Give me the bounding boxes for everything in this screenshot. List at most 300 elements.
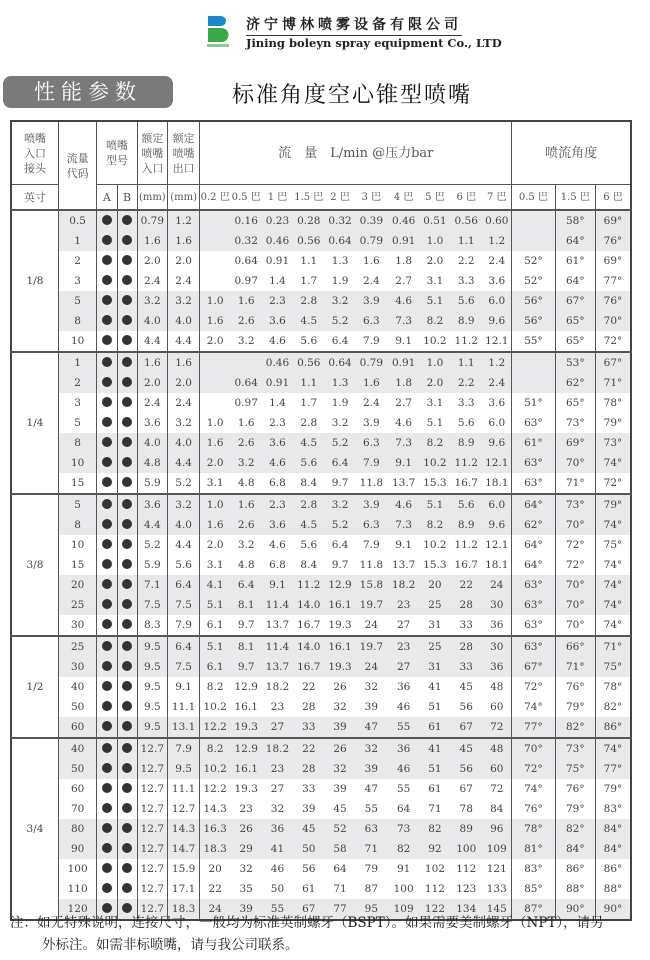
flow-value: 28: [450, 636, 482, 657]
spray-angle: 71°: [595, 636, 631, 657]
model-b-cell: [117, 373, 137, 393]
flow-value: 0.97: [234, 397, 258, 409]
flow-value: 91: [396, 863, 411, 875]
table-row: [11, 759, 631, 779]
company-name-cn: 济宁博林喷雾设备有限公司: [246, 14, 462, 36]
spray-angle: 77°: [595, 271, 631, 291]
available-dot-icon: [102, 743, 112, 753]
model-b-cell: [117, 433, 137, 453]
flow-value: 5.6: [450, 494, 482, 515]
flow-value: 12.2: [200, 717, 230, 738]
spray-angle: 51°: [512, 393, 555, 413]
flow-value: 11.2: [450, 453, 482, 473]
rated-inlet: 12.7: [137, 859, 167, 879]
spray-angle: 78°: [595, 393, 631, 413]
spray-angle: 83°: [512, 859, 555, 879]
flow-value: 3.1: [200, 555, 230, 575]
model-a-cell: [97, 210, 117, 231]
flow-value: 1.9: [331, 397, 349, 409]
available-dot-icon: [102, 417, 112, 427]
model-b-cell: [117, 575, 137, 595]
flow-value: 5.1: [426, 417, 444, 429]
flow-value: 32: [239, 863, 253, 875]
flow-value: 52: [325, 819, 355, 839]
rated-inlet: 4.8: [137, 453, 167, 473]
rated-inlet: 12.7: [137, 738, 167, 759]
flow-value: 11.8: [359, 477, 384, 489]
rated-inlet: 5.9: [137, 473, 167, 494]
model-b-cell: [117, 697, 137, 717]
model-a-cell: [97, 251, 117, 271]
footnote-line-2: 外标注。如需非标喷嘴，请与我公司联系。: [42, 937, 299, 953]
flow-value: 72: [482, 717, 511, 738]
flow-code: 60: [58, 717, 96, 738]
header-angle-pressure: 1.5 巴: [555, 185, 595, 211]
flow-value: 5.6: [293, 453, 325, 473]
flow-value: 1.2: [482, 231, 511, 251]
flow-value: 36: [482, 657, 511, 677]
table-row: [11, 879, 631, 899]
available-dot-icon: [102, 843, 112, 853]
table-row: [11, 515, 631, 535]
flow-value: 5.6: [300, 539, 318, 551]
spray-angle: 70°: [595, 311, 631, 331]
flow-value: 0.97: [234, 275, 258, 287]
flow-value: 26: [230, 819, 262, 839]
table-row: [11, 433, 631, 453]
flow-code: 30: [58, 615, 96, 636]
rated-outlet: 4.4: [167, 453, 199, 473]
flow-code: 100: [58, 859, 96, 879]
rated-outlet: 2.4: [167, 271, 199, 291]
flow-value: 2.0: [200, 535, 230, 555]
flow-value: [200, 271, 230, 291]
available-dot-icon: [102, 215, 112, 225]
flow-code: 0.5: [58, 210, 96, 231]
rated-inlet: 9.5: [137, 677, 167, 697]
flow-value: 5.2: [325, 433, 355, 453]
flow-value: 95: [355, 899, 387, 920]
rated-inlet: 3.6: [137, 413, 167, 433]
flow-value: 2.6: [230, 311, 262, 331]
table-row: [11, 473, 631, 494]
flow-code: 1: [58, 352, 96, 373]
flow-value: 16.7: [297, 619, 321, 631]
spray-angle: 52°: [512, 271, 555, 291]
spray-angle: 52°: [512, 251, 555, 271]
flow-value: 6.4: [331, 539, 349, 551]
flow-value: 6.0: [488, 417, 506, 429]
flow-value: 16.1: [325, 636, 355, 657]
flow-value: 12.9: [230, 738, 262, 759]
flow-value: 2.2: [457, 255, 475, 267]
table-row: [11, 717, 631, 738]
flow-value: 3.6: [262, 433, 292, 453]
spray-angle: 76°: [555, 779, 595, 799]
model-b-cell: [117, 291, 137, 311]
spray-angle: 79°: [595, 494, 631, 515]
table-row: [11, 615, 631, 636]
spray-angle: 64°: [512, 555, 555, 575]
flow-value: 0.79: [355, 352, 387, 373]
spray-angle: 88°: [595, 879, 631, 899]
available-dot-icon: [102, 559, 112, 569]
flow-value: 6.4: [230, 575, 262, 595]
flow-value: 3.9: [363, 417, 380, 429]
flow-value: 19.3: [328, 619, 352, 631]
flow-value: 16.1: [230, 759, 262, 779]
flow-value: 4.6: [269, 539, 286, 551]
available-dot-icon: [122, 417, 132, 427]
model-b-cell: [117, 799, 137, 819]
spray-angle: 72°: [512, 759, 555, 779]
flow-code: 8: [58, 311, 96, 331]
available-dot-icon: [122, 721, 132, 731]
available-dot-icon: [122, 579, 132, 589]
spray-angle: 71°: [555, 473, 595, 494]
flow-value: 1.0: [200, 413, 230, 433]
spray-angle: 65°: [555, 393, 595, 413]
flow-value: 4.6: [395, 417, 412, 429]
flow-value: 30: [482, 595, 511, 615]
model-b-cell: [117, 657, 137, 677]
rated-outlet: 17.1: [167, 879, 199, 899]
flow-value: 3.1: [426, 275, 444, 287]
table-row: [11, 677, 631, 697]
flow-value: 71: [428, 803, 442, 815]
spray-angle: 87°: [512, 899, 555, 920]
flow-value: 3.2: [237, 335, 255, 347]
available-dot-icon: [122, 499, 132, 509]
table-row: [11, 251, 631, 271]
spray-angle: 76°: [512, 799, 555, 819]
available-dot-icon: [122, 235, 132, 245]
rated-inlet: 9.5: [137, 717, 167, 738]
available-dot-icon: [102, 295, 112, 305]
flow-value: 47: [355, 717, 387, 738]
model-b-cell: [117, 738, 137, 759]
available-dot-icon: [102, 477, 112, 487]
model-b-cell: [117, 879, 137, 899]
flow-value: 30: [482, 636, 511, 657]
flow-value: 22: [200, 879, 230, 899]
rated-inlet: 9.5: [137, 697, 167, 717]
flow-value: 3.6: [262, 515, 292, 535]
spray-angle: 73°: [555, 494, 595, 515]
available-dot-icon: [102, 883, 112, 893]
flow-code: 10: [58, 535, 96, 555]
flow-value: 19.3: [325, 657, 355, 677]
model-a-cell: [97, 615, 117, 636]
table-row: [11, 697, 631, 717]
rated-inlet: 8.3: [137, 615, 167, 636]
rated-outlet: 7.9: [167, 738, 199, 759]
flow-value: 1.6: [200, 433, 230, 453]
available-dot-icon: [122, 599, 132, 609]
flow-value: 32: [355, 738, 387, 759]
table-row: [11, 839, 631, 859]
model-b-cell: [117, 515, 137, 535]
flow-value: 25: [420, 636, 450, 657]
flow-value: 16.3: [200, 819, 230, 839]
flow-value: 102: [424, 863, 445, 875]
flow-value: 28: [293, 759, 325, 779]
available-dot-icon: [102, 437, 112, 447]
flow-value: [200, 352, 230, 373]
flow-value: 0.32: [325, 210, 355, 231]
header-pressure: 0.2 巴: [200, 185, 230, 211]
flow-value: 2.4: [488, 255, 506, 267]
flow-value: 11.2: [454, 335, 478, 347]
model-b-cell: [117, 677, 137, 697]
flow-value: 109: [388, 899, 420, 920]
model-b-cell: [117, 494, 137, 515]
flow-value: 56: [459, 701, 473, 713]
flow-value: 2.8: [293, 291, 325, 311]
flow-value: 79: [364, 863, 379, 875]
model-a-cell: [97, 373, 117, 393]
spray-angle: 72°: [595, 473, 631, 494]
model-b-cell: [117, 555, 137, 575]
flow-value: 92: [420, 839, 450, 859]
flow-value: 23: [388, 636, 420, 657]
table-row: [11, 413, 631, 433]
spray-angle: 75°: [595, 657, 631, 677]
flow-value: 5.2: [325, 311, 355, 331]
flow-value: 11.8: [359, 559, 384, 571]
available-dot-icon: [122, 701, 132, 711]
flow-value: 0.51: [420, 210, 450, 231]
spray-angle: 67°: [555, 291, 595, 311]
available-dot-icon: [122, 519, 132, 529]
available-dot-icon: [102, 377, 112, 387]
available-dot-icon: [122, 357, 132, 367]
rated-inlet: 9.5: [137, 636, 167, 657]
flow-value: 32: [364, 681, 379, 693]
flow-value: 61: [420, 717, 450, 738]
flow-value: 2.3: [262, 291, 292, 311]
flow-value: 100: [393, 883, 414, 895]
rated-outlet: 4.0: [167, 433, 199, 453]
flow-code: 2: [58, 373, 96, 393]
spray-angle: 79°: [595, 413, 631, 433]
spray-angle: 79°: [555, 697, 595, 717]
spray-angle: 74°: [595, 453, 631, 473]
spray-angle: 58°: [555, 210, 595, 231]
flow-value: 100: [450, 839, 482, 859]
rated-inlet: 5.9: [137, 555, 167, 575]
flow-value: 26: [325, 738, 355, 759]
flow-value: 3.2: [230, 453, 262, 473]
available-dot-icon: [122, 619, 132, 629]
flow-code: 50: [58, 759, 96, 779]
spray-angle: 82°: [555, 717, 595, 738]
flow-value: 2.3: [262, 494, 292, 515]
table-row: [11, 291, 631, 311]
flow-value: 25: [420, 595, 450, 615]
flow-value: 1.9: [331, 275, 349, 287]
model-a-cell: [97, 413, 117, 433]
table-row: [11, 231, 631, 251]
flow-value: 12.2: [200, 779, 230, 799]
model-b-cell: [117, 473, 137, 494]
flow-value: 18.2: [265, 681, 290, 693]
flow-value: 18.2: [388, 575, 420, 595]
rated-outlet: 3.2: [167, 494, 199, 515]
flow-value: 8.9: [450, 311, 482, 331]
flow-value: 3.3: [457, 275, 475, 287]
flow-value: 45: [459, 681, 473, 693]
flow-value: 9.1: [395, 335, 412, 347]
flow-value: 9.7: [230, 657, 262, 677]
available-dot-icon: [102, 763, 112, 773]
header-pressure: 7 巴: [482, 185, 511, 211]
spray-angle: 63°: [512, 453, 555, 473]
table-row: [11, 555, 631, 575]
available-dot-icon: [102, 579, 112, 589]
available-dot-icon: [102, 357, 112, 367]
spray-angle: 65°: [555, 331, 595, 352]
flow-value: 2.7: [395, 397, 412, 409]
flow-value: 22: [302, 681, 316, 693]
flow-value: 18.2: [262, 738, 292, 759]
flow-code: 10: [58, 453, 96, 473]
rated-outlet: 4.0: [167, 515, 199, 535]
flow-value: 51: [428, 701, 442, 713]
flow-value: 4.6: [269, 335, 286, 347]
flow-value: 9.1: [388, 453, 420, 473]
model-b-cell: [117, 210, 137, 231]
available-dot-icon: [102, 783, 112, 793]
available-dot-icon: [122, 215, 132, 225]
flow-value: 24: [482, 575, 511, 595]
flow-value: 33: [450, 657, 482, 677]
model-a-cell: [97, 779, 117, 799]
header-flow: 流 量 L/min @压力bar: [200, 121, 512, 185]
flow-code: 50: [58, 697, 96, 717]
flow-value: 5.1: [420, 291, 450, 311]
flow-value: 23: [262, 759, 292, 779]
model-a-cell: [97, 575, 117, 595]
available-dot-icon: [122, 783, 132, 793]
rated-outlet: 9.1: [167, 677, 199, 697]
model-a-cell: [97, 311, 117, 331]
spray-angle: 73°: [595, 433, 631, 453]
flow-code: 3: [58, 271, 96, 291]
header-model-b: B: [117, 185, 137, 211]
spray-angle: 76°: [555, 677, 595, 697]
flow-code: 5: [58, 291, 96, 311]
flow-value: 36: [396, 681, 411, 693]
flow-value: 1.4: [269, 397, 286, 409]
model-a-cell: [97, 859, 117, 879]
available-dot-icon: [122, 641, 132, 651]
header-spray-angle: 喷流角度: [512, 121, 631, 185]
spray-angle: 77°: [595, 759, 631, 779]
available-dot-icon: [102, 619, 112, 629]
flow-value: 50: [270, 883, 285, 895]
flow-value: 3.1: [200, 473, 230, 494]
available-dot-icon: [122, 477, 132, 487]
rated-outlet: 1.6: [167, 352, 199, 373]
flow-value: 39: [333, 783, 347, 795]
available-dot-icon: [102, 701, 112, 711]
flow-value: 33: [459, 619, 473, 631]
model-b-cell: [117, 352, 137, 373]
flow-code: 2: [58, 251, 96, 271]
model-a-cell: [97, 453, 117, 473]
flow-value: 2.4: [482, 373, 511, 393]
flow-value: 0.91: [388, 231, 420, 251]
flow-value: 2.0: [200, 453, 230, 473]
flow-value: 20: [420, 575, 450, 595]
table-row: [11, 210, 631, 231]
flow-value: 11.4: [262, 636, 292, 657]
flow-value: 6.8: [269, 477, 286, 489]
flow-value: 96: [482, 819, 511, 839]
flow-value: 20: [200, 859, 230, 879]
spray-angle: 73°: [555, 738, 595, 759]
flow-value: 12.1: [482, 453, 511, 473]
spray-angle: 64°: [555, 271, 595, 291]
flow-value: 87: [364, 883, 379, 895]
spray-angle: 77°: [512, 717, 555, 738]
spray-angle: 71°: [555, 657, 595, 677]
spray-angle: 70°: [555, 615, 595, 636]
flow-value: 46: [396, 701, 411, 713]
flow-value: 56: [302, 863, 316, 875]
flow-value: 2.7: [395, 275, 412, 287]
flow-value: 9.6: [482, 433, 511, 453]
flow-value: 55: [396, 783, 411, 795]
model-a-cell: [97, 697, 117, 717]
rated-inlet: 5.2: [137, 535, 167, 555]
flow-value: 16.1: [325, 595, 355, 615]
model-a-cell: [97, 494, 117, 515]
rated-inlet: 12.7: [137, 779, 167, 799]
flow-value: [200, 210, 230, 231]
flow-value: 0.23: [262, 210, 292, 231]
spray-angle: 81°: [512, 839, 555, 859]
flow-code: 40: [58, 677, 96, 697]
rated-outlet: 12.7: [167, 799, 199, 819]
spray-angle: 76°: [595, 231, 631, 251]
available-dot-icon: [122, 903, 132, 913]
header-angle-pressure: 0.5 巴: [512, 185, 555, 211]
available-dot-icon: [122, 661, 132, 671]
performance-table: [10, 120, 632, 921]
flow-value: 0.91: [265, 255, 290, 267]
model-a-cell: [97, 473, 117, 494]
flow-value: 1.6: [200, 515, 230, 535]
flow-value: 7.9: [355, 453, 387, 473]
model-a-cell: [97, 839, 117, 859]
flow-value: 82: [420, 819, 450, 839]
table-row: [11, 311, 631, 331]
spray-angle: 74°: [512, 697, 555, 717]
available-dot-icon: [102, 721, 112, 731]
rated-inlet: 12.7: [137, 879, 167, 899]
flow-value: 1.1: [300, 255, 318, 267]
flow-value: 8.2: [420, 515, 450, 535]
spray-angle: 90°: [555, 899, 595, 920]
rated-outlet: 6.4: [167, 636, 199, 657]
rated-outlet: 5.6: [167, 555, 199, 575]
flow-value: 41: [262, 839, 292, 859]
flow-value: 1.6: [355, 373, 387, 393]
available-dot-icon: [122, 275, 132, 285]
rated-outlet: 3.2: [167, 291, 199, 311]
